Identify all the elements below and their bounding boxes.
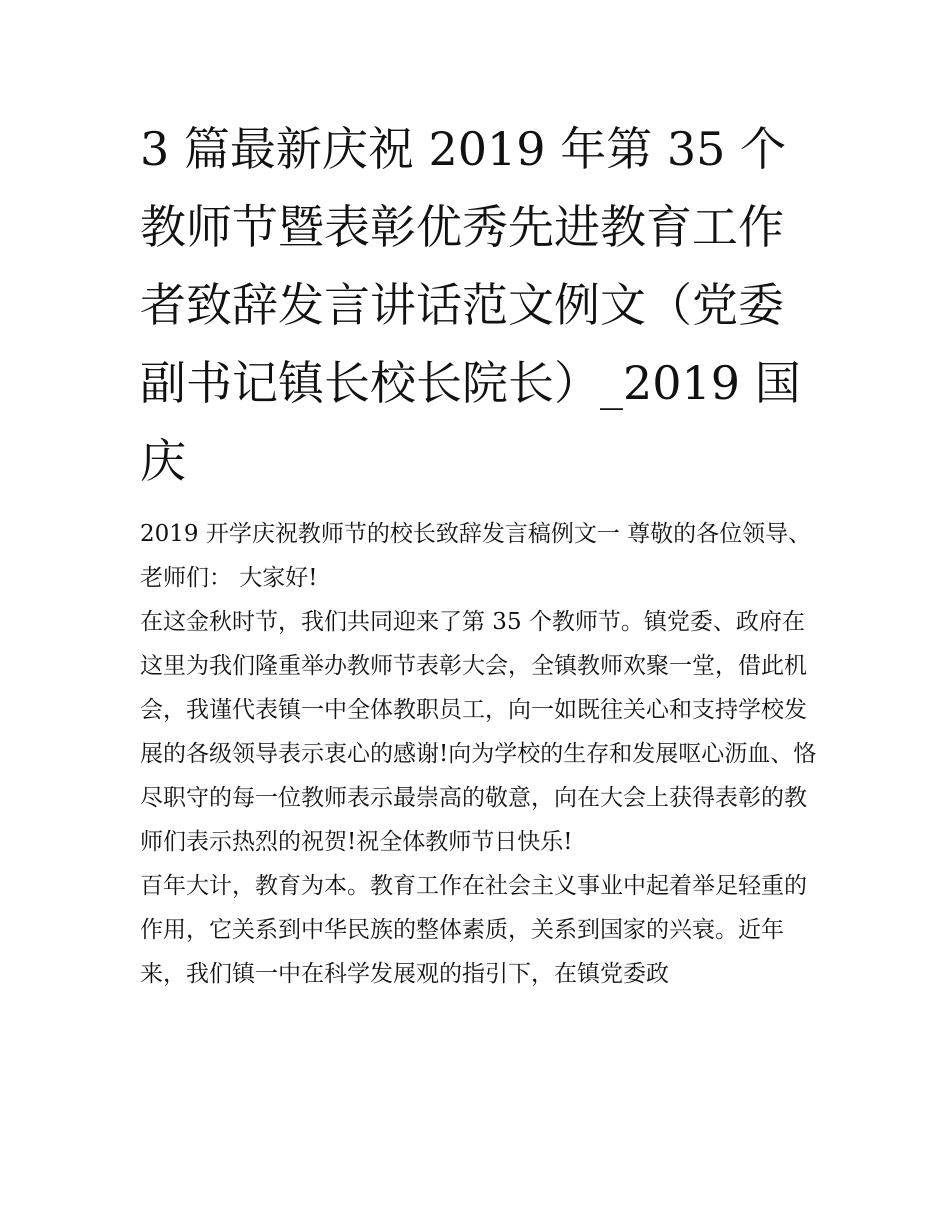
paragraph-opening: 2019 开学庆祝教师节的校长致辞发言稿例文一 尊敬的各位领导、老师们： 大家好! — [140, 521, 812, 591]
document-body — [140, 512, 820, 996]
paragraph-greeting: 在这金秋时节，我们共同迎来了第 35 个教师节。镇党委、政府在这里为我们隆重举办教师节表彰大会，全镇教师欢聚一堂，借此机会，我谨代表镇一中全体教职员工，向一如既往关心和支持学校发展的各级领导表示衷心的感谢!向为学校的生存和发展呕心沥血、恪尽职守的每一位教师表示最崇高的敬意，向在大会上获得表彰的教师们表示热烈的祝贺!祝全体教师节日快乐! — [140, 609, 817, 855]
document-title: 3 篇最新庆祝 2019 年第 35 个教师节暨表彰优秀先进教育工作者致辞发言讲话范文例文（党委副书记镇长校长院长）_2019 国庆 — [140, 122, 801, 488]
paragraph-education: 百年大计，教育为本。教育工作在社会主义事业中起着举足轻重的作用，它关系到中华民族的整体素质，关系到国家的兴衰。近年来，我们镇一中在科学发展观的指引下，在镇党委政 — [140, 873, 807, 987]
